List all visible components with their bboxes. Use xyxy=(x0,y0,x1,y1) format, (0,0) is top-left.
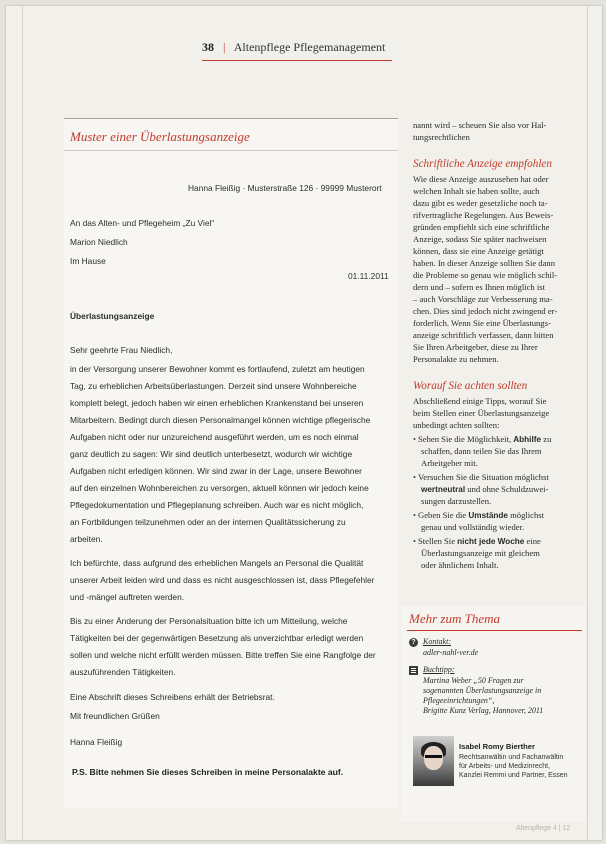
body-line: Mitarbeitern. Bedingt durch diesen Personalmangel können wichtige pflegerische xyxy=(70,415,371,425)
info-icon: ? xyxy=(409,638,418,647)
column-text: sungen darzustellen. xyxy=(421,496,492,506)
book-tip-line: sogenannten Überlastungsanzeige in xyxy=(423,686,542,695)
body-line: sollen und welche nicht erfüllt werden müssen. Bitte treffen Sie eine Rangfolge der xyxy=(70,650,376,660)
column-text: anzeige schriftlich verfassen, dann bitten xyxy=(413,330,554,340)
column-text: Wie diese Anzeige auszusehen hat oder xyxy=(413,174,549,184)
column-text: dern und – sofern es Ihnen möglich ist xyxy=(413,282,545,292)
column-text: wertneutral und ohne Schuldzuwei- xyxy=(421,484,549,494)
book-icon xyxy=(409,666,418,675)
body-line: Aufgaben nicht erledigen können. Wir sind zwar in der Lage, unsere Bewohner xyxy=(70,466,362,476)
page-footer: Altenpflege 4 | 12 xyxy=(516,825,571,832)
sender-line: Hanna Fleißig · Musterstraße 126 · 99999 Musterort xyxy=(188,183,382,193)
header-rule xyxy=(202,60,392,61)
body-line: Tag, zu erheblichen Arbeitsüberlastungen. Derzeit sind unsere Wohnbereiche xyxy=(70,381,357,391)
column-text: Personalakte zu nehmen. xyxy=(413,354,499,364)
letter-subject: Überlastungsanzeige xyxy=(70,311,155,321)
body-line: auszuführenden Tätigkeiten. xyxy=(70,667,176,677)
column-text: tungsrechtlichen xyxy=(413,132,470,142)
bullet-text: eine xyxy=(524,536,541,546)
bullet-text: zu xyxy=(541,434,552,444)
bullet-item: • Versuchen Sie die Situation möglichst xyxy=(413,472,549,482)
more-on-topic-box xyxy=(401,606,586,822)
signature: Hanna Fleißig xyxy=(70,737,123,747)
column-text: die Probleme so genau wie möglich schil- xyxy=(413,270,558,280)
page-number: 38 xyxy=(202,40,214,54)
body-line: unserer Arbeit leiden wird und dass es nicht ausgeschlossen ist, dass Pflegefehler xyxy=(70,575,375,585)
letter-date: 01.11.2011 xyxy=(348,271,389,281)
bullet-emphasis: Abhilfe xyxy=(513,435,541,444)
column-text: – auch Vorschläge zur Verbesserung ma- xyxy=(413,294,553,304)
book-tip-label: Buchtipp: xyxy=(423,665,455,674)
letter-title-rule xyxy=(64,150,398,151)
column-text: oder ähnlichem Inhalt. xyxy=(421,560,499,570)
salutation: Sehr geehrte Frau Niedlich, xyxy=(70,345,173,355)
section-title: Altenpflege Pflegemanagement xyxy=(233,40,386,54)
box-title-rule xyxy=(407,630,582,631)
column-text: rifvertragliche Regelungen. Aus Beweis- xyxy=(413,210,554,220)
body-line: komplett belegt, jedoch haben wir einen erheblichen Krankenstand bei unseren xyxy=(70,398,364,408)
header-separator: | xyxy=(223,40,226,54)
column-text: gründen empfiehlt sich eine schriftliche xyxy=(413,222,550,232)
author-description: Kanzlei Remmi und Partner, Essen xyxy=(459,772,568,779)
body-line: arbeiten. xyxy=(70,534,103,544)
column-text: Anzeige, sodass Sie später nachweisen xyxy=(413,234,547,244)
recipient-line: Marion Niedlich xyxy=(70,237,128,247)
column-text: Überlastungsanzeige mit gleichem xyxy=(421,548,540,558)
recipient-line: Im Hause xyxy=(70,256,106,266)
body-line: und -mängel auftreten werden. xyxy=(70,592,185,602)
postscript: P.S. Bitte nehmen Sie dieses Schreiben in meine Personalakte auf. xyxy=(72,767,344,777)
body-line: Pflegedokumentation und Pflegeplanung schreiben. Auch war es nicht möglich, xyxy=(70,500,364,510)
column-text: Arbeitgeber mit. xyxy=(421,458,478,468)
bullet-emphasis: wertneutral xyxy=(421,485,466,494)
body-line: ganz deutlich zu sagen: Wir sind deutlich unterbesetzt, wodurch wir wichtige xyxy=(70,449,353,459)
contact-link[interactable]: adler-nahl-ver.de xyxy=(423,648,479,657)
body-line: Ich befürchte, dass aufgrund des erheblichen Mangels an Personal die Qualität xyxy=(70,558,364,568)
column-text: schaffen, dann teilen Sie das Ihrem xyxy=(421,446,542,456)
letter-title: Muster einer Überlastungsanzeige xyxy=(70,129,250,144)
recipient-line: An das Alten- und Pflegeheim „Zu Viel“ xyxy=(70,218,215,228)
bullet-text: Stellen Sie xyxy=(418,536,458,546)
author-photo xyxy=(413,736,454,786)
column-text: dazu gibt es weder gesetzliche noch ta- xyxy=(413,198,548,208)
author-description: für Arbeits- und Medizinrecht, xyxy=(459,763,551,770)
letter-box xyxy=(64,118,398,808)
bullet-text: Versuchen Sie die Situation möglichst xyxy=(418,472,549,482)
subheading: Schriftliche Anzeige empfohlen xyxy=(413,158,552,170)
body-line: in der Versorgung unserer Bewohner kommt es fortlaufend, zuletzt am heutigen xyxy=(70,364,365,374)
column-text: genau und vollständig wieder. xyxy=(421,522,525,532)
bullet-text: Sehen Sie die Möglichkeit, xyxy=(418,434,514,444)
letter-top-rule xyxy=(64,118,398,119)
subheading: Worauf Sie achten sollten xyxy=(413,380,528,392)
body-line: auf den einzelnen Wohnbereichen zu versorgen, aktuell können wir jedoch keine xyxy=(70,483,369,493)
body-line: Aufgaben nicht oder nur unzureichend ausgeführt werden, um es noch einmal xyxy=(70,432,359,442)
column-text: welchen Inhalt sie haben sollte, auch xyxy=(413,186,540,196)
bullet-item: • Stellen Sie nicht jede Woche eine xyxy=(413,536,541,546)
column-text: Sie Ihren Arbeitgeber, diese zu Ihrer xyxy=(413,342,538,352)
book-tip-line: Martina Weber „50 Fragen zur xyxy=(423,676,524,685)
bullet-item: • Geben Sie die Umstände möglichst xyxy=(413,510,545,520)
author-description: Rechtsanwältin und Fachanwältin xyxy=(459,754,564,761)
bullet-emphasis: nicht jede Woche xyxy=(457,537,525,546)
column-text: chen. Dies sind jedoch nicht zwingend er- xyxy=(413,306,558,316)
magazine-page xyxy=(6,6,602,840)
column-text: forderlich. Wenn Sie eine Überlastungs- xyxy=(413,318,551,328)
book-tip-line: Brigitte Kunz Verlag, Hannover, 2011 xyxy=(423,706,544,715)
bullet-text: Geben Sie die xyxy=(418,510,469,520)
column-text: nannt wird – scheuen Sie also vor Hal- xyxy=(413,120,547,130)
column-text: unbedingt achten sollten: xyxy=(413,420,500,430)
body-line: an Fortbildungen teilzunehmen oder an der internen Qualitätssicherung zu xyxy=(70,517,346,527)
contact-label: Kontakt: xyxy=(423,637,451,646)
column-text: beim Stellen einer Überlastungsanzeige xyxy=(413,408,550,418)
closing: Mit freundlichen Grüßen xyxy=(70,711,160,721)
bullet-text: möglichst xyxy=(507,510,545,520)
column-text: haben. In dieser Anzeige sollten Sie dann xyxy=(413,258,555,268)
page-header xyxy=(202,40,385,55)
closing-note: Eine Abschrift dieses Schreibens erhält der Betriebsrat. xyxy=(70,692,275,702)
book-tip-line: Pflegeeinrichtungen“, xyxy=(423,696,495,705)
body-line: Bis zu einer Änderung der Personalsituation bitte ich um Mitteilung, welche xyxy=(70,616,348,626)
box-title: Mehr zum Thema xyxy=(409,611,500,626)
author-name: Isabel Romy Bierther xyxy=(459,742,535,751)
column-text: Abschließend einige Tipps, worauf Sie xyxy=(413,396,547,406)
bullet-emphasis: Umstände xyxy=(468,511,508,520)
column-text: können, dass sie eine Anzeige getätigt xyxy=(413,246,544,256)
bullet-item: • Sehen Sie die Möglichkeit, Abhilfe zu xyxy=(413,434,552,444)
body-line: Tätigkeiten bei der gegenwärtigen Besetzung als unverzichtbar erledigt werden xyxy=(70,633,364,643)
